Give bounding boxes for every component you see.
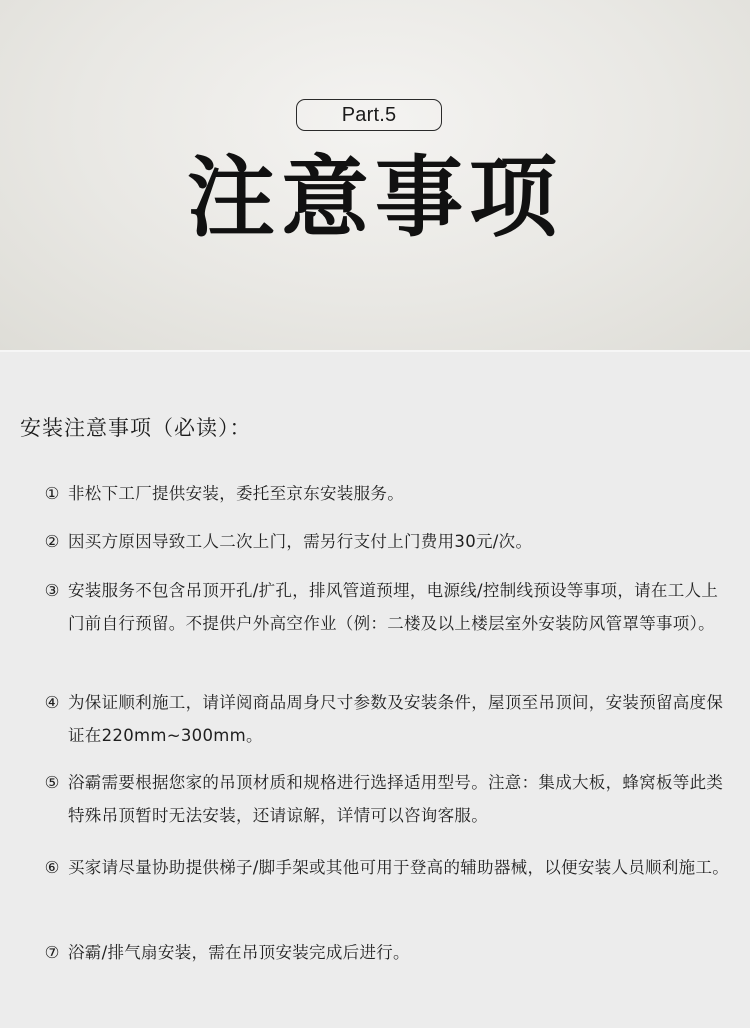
list-item <box>40 686 730 752</box>
list-item <box>40 574 730 640</box>
item-number: ① <box>44 484 60 503</box>
item-text: 非松下工厂提供安装，委托至京东安装服务。 <box>68 484 404 503</box>
item-number: ④ <box>44 693 60 712</box>
list-item <box>40 525 730 558</box>
item-text: 为保证顺利施工，请详阅商品周身尺寸参数及安装条件，屋顶至吊顶间，安装预留高度保证在220mm~300mm。 <box>68 693 724 745</box>
hero-banner <box>0 0 750 350</box>
item-text: 因买方原因导致工人二次上门，需另行支付上门费用30元/次。 <box>68 532 533 551</box>
list-item <box>40 936 730 969</box>
list-item <box>40 851 730 884</box>
notice-section <box>0 352 750 1028</box>
item-text: 安装服务不包含吊顶开孔/扩孔，排风管道预埋，电源线/控制线预设等事项，请在工人上门前自行预留。不提供户外高空作业（例：二楼及以上楼层室外安装防风管罩等事项）。 <box>68 581 719 633</box>
item-number: ③ <box>44 581 60 600</box>
list-item <box>40 477 730 510</box>
item-number: ⑦ <box>44 943 60 962</box>
section-heading: 安装注意事项（必读）： <box>20 416 252 440</box>
item-text: 浴霸需要根据您家的吊顶材质和规格进行选择适用型号。注意：集成大板，蜂窝板等此类特殊吊顶暂时无法安装，还请谅解，详情可以咨询客服。 <box>68 773 724 825</box>
item-text: 买家请尽量协助提供梯子/脚手架或其他可用于登高的辅助器械，以便安装人员顺利施工。 <box>68 858 730 877</box>
item-number: ⑤ <box>44 773 60 792</box>
part-badge: Part.5 <box>296 99 442 131</box>
list-item <box>40 766 730 832</box>
item-text: 浴霸/排气扇安装，需在吊顶安装完成后进行。 <box>68 943 410 962</box>
page-title: 注意事项 <box>186 146 563 249</box>
item-number: ② <box>44 532 60 551</box>
item-number: ⑥ <box>44 858 60 877</box>
